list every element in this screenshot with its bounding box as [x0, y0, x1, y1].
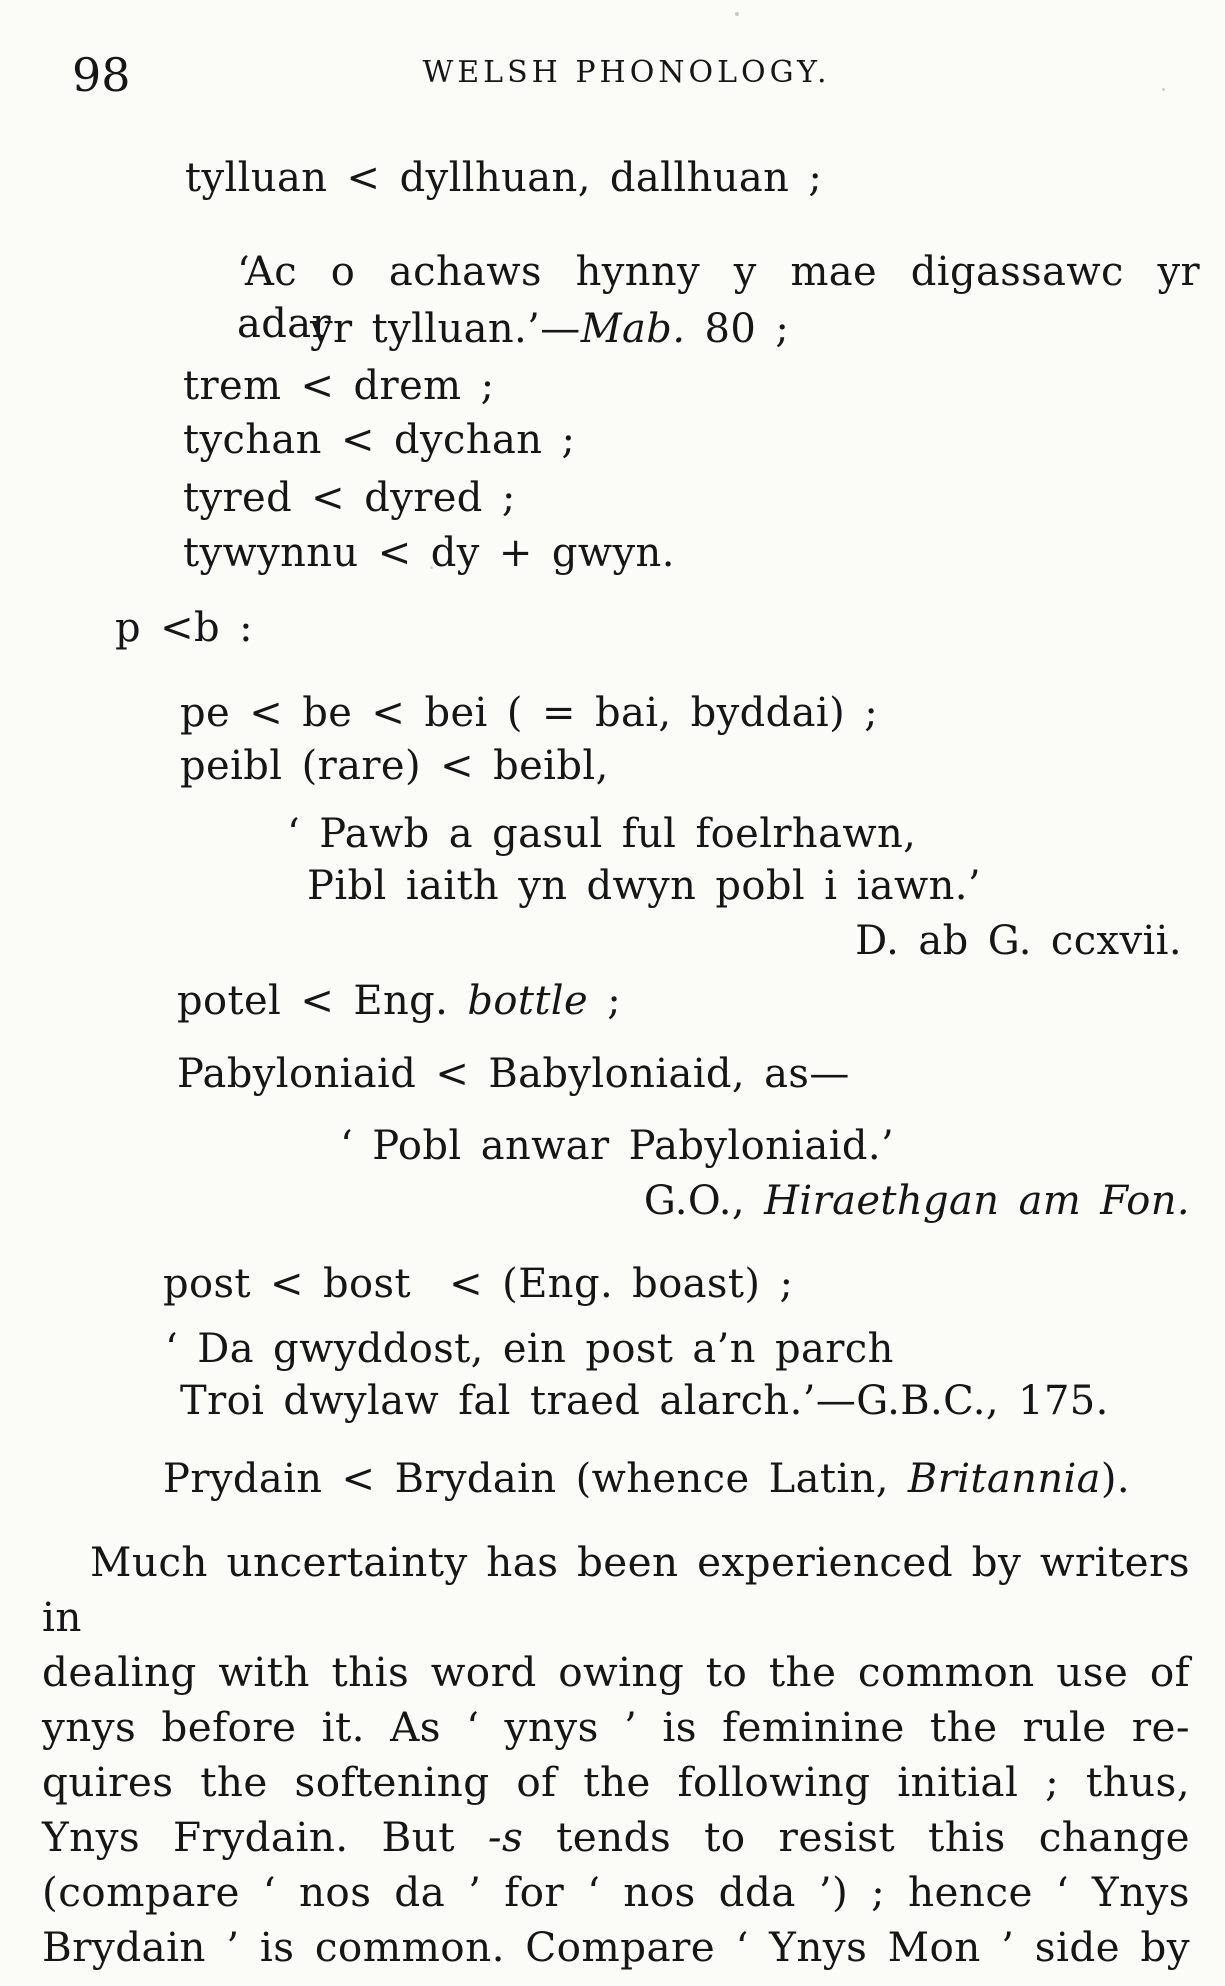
quote-ac-line1: ‘Ac o achaws hynny y mae digassawc yr adar	[237, 249, 1200, 347]
running-title: WELSH PHONOLOGY.	[422, 55, 831, 90]
paragraph-text: Brydain ’ is common. Compare ‘ Ynys Mon ’ side by	[42, 1923, 1190, 1971]
entry-text: ;	[588, 978, 622, 1024]
citation-title: Hiraethgan am Fon.	[764, 1178, 1190, 1224]
scan-speck	[1162, 88, 1165, 91]
verse-pawb-line1: ‘ Pawb a gasul ful foelrhawn,	[287, 811, 917, 857]
paragraph-text: Ynys Frydain. But	[42, 1813, 488, 1861]
section-heading-p: p <b :	[115, 605, 254, 651]
entry-tywynnu: tywynnu < dy + gwyn.	[183, 530, 675, 576]
quote-ac-line2	[310, 303, 789, 355]
paragraph-line	[42, 1920, 1190, 1975]
entry-text: potel < Eng.	[177, 978, 468, 1024]
scan-speck	[735, 12, 739, 16]
paragraph-line	[42, 1645, 1190, 1700]
paragraph-text: quires the softening of the following initial ; thus,	[42, 1758, 1190, 1806]
quote-text: 80 ;	[685, 306, 790, 352]
entry-peibl: peibl (rare) < beibl,	[180, 743, 609, 789]
paragraph-line	[42, 1755, 1190, 1810]
quote-text: yr tylluan.’—	[310, 306, 581, 352]
entry-pabyloniaid: Pabyloniaid < Babyloniaid, as—	[177, 1051, 850, 1097]
source-title: Mab.	[580, 306, 686, 352]
loanword: bottle	[467, 978, 589, 1024]
entry-potel	[177, 975, 621, 1027]
entry-post: post < bost < (Eng. boast) ;	[163, 1261, 794, 1307]
entry-tychan: tychan < dychan ;	[183, 417, 576, 463]
paragraph-line	[42, 1535, 1190, 1645]
entry-trem: trem < drem ;	[183, 363, 495, 409]
paragraph	[42, 1535, 1190, 1975]
paragraph-line	[42, 1810, 1190, 1865]
entry-text: Prydain < Brydain (whence Latin,	[163, 1456, 908, 1502]
page-number: 98	[72, 48, 131, 102]
paragraph-text: Much uncertainty has been experienced by writers in	[42, 1538, 1190, 1641]
latin-name: Britannia	[907, 1456, 1101, 1502]
citation-dabg: D. ab G. ccxvii.	[855, 918, 1182, 964]
entry-tylluan: tylluan < dyllhuan, dallhuan ;	[185, 155, 823, 201]
verse-da-line2: Troi dwylaw fal traed alarch.’—G.B.C., 175.	[180, 1378, 1109, 1424]
entry-pe: pe < be < bei ( = bai, byddai) ;	[180, 690, 879, 736]
verse-pobl: ‘ Pobl anwar Pabyloniaid.’	[340, 1123, 895, 1169]
paragraph-text: ynys before it. As ‘ ynys ’ is feminine the rule re-	[42, 1703, 1190, 1751]
citation-author: G.O.,	[643, 1178, 765, 1224]
entry-tyred: tyred < dyred ;	[183, 475, 516, 521]
paragraph-text: (compare ‘ nos da ’ for ‘ nos dda ’) ; hence ‘ Ynys	[42, 1868, 1190, 1916]
verse-pawb-line2: Pibl iaith yn dwyn pobl i iawn.’	[307, 863, 981, 909]
verse-da-line1: ‘ Da gwyddost, ein post a’n parch	[165, 1326, 894, 1372]
paragraph-text: tends to resist this change	[523, 1813, 1191, 1861]
entry-text: ).	[1100, 1456, 1131, 1502]
paragraph-italic: -s	[487, 1813, 524, 1861]
paragraph-text: dealing with this word owing to the common use of	[42, 1648, 1190, 1696]
entry-prydain	[163, 1453, 1130, 1505]
paragraph-line	[42, 1700, 1190, 1755]
paragraph-line	[42, 1865, 1190, 1920]
citation-go	[644, 1175, 1190, 1227]
